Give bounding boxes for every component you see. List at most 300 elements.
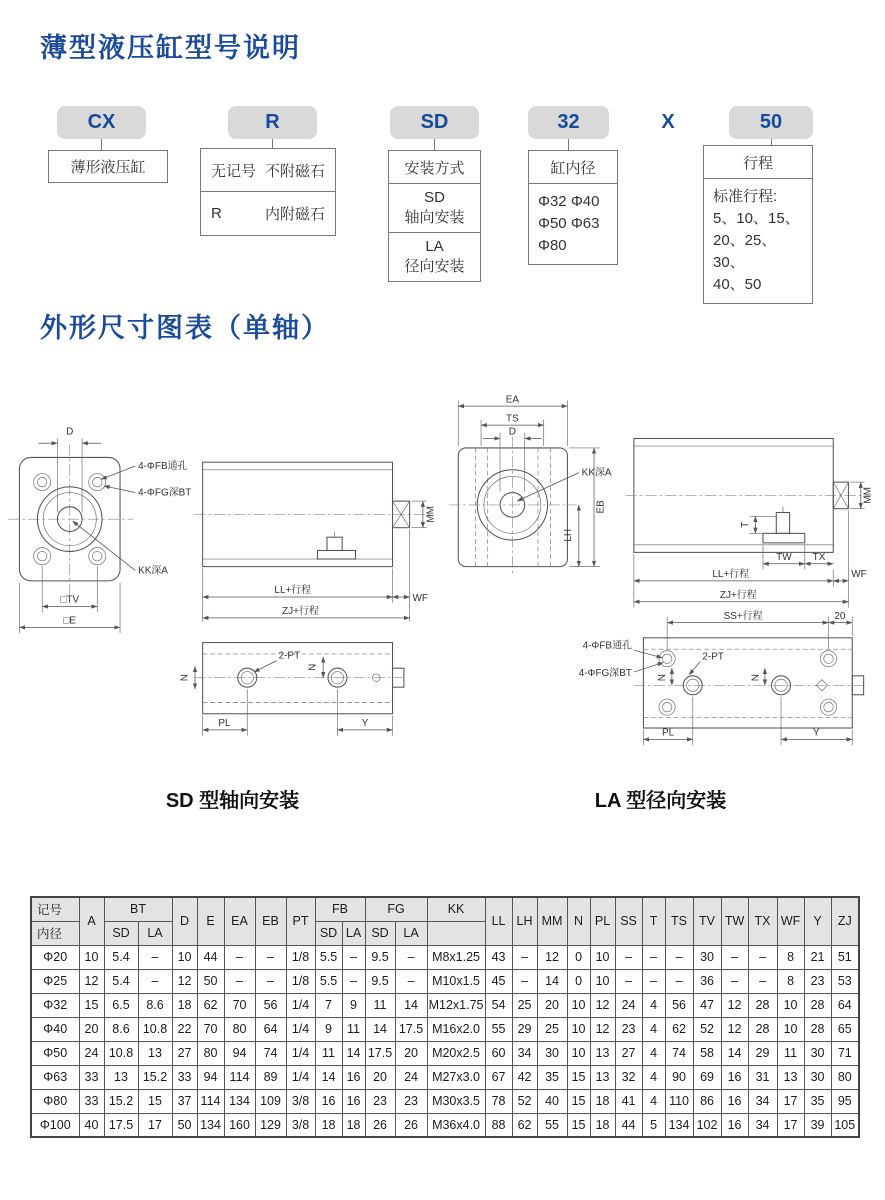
dimension-cell: 10 [567,1041,590,1065]
dimension-cell: 70 [197,1017,224,1041]
dimension-cell: 1/8 [286,969,315,993]
dimension-cell: 30 [537,1041,567,1065]
dimension-cell: 3/8 [286,1089,315,1113]
dimension-cell: M36x4.0 [427,1113,485,1137]
model-code-x: X [661,111,675,133]
dimension-cell: 95 [831,1089,859,1113]
sd-dim-ll: LL+行程 [274,585,312,597]
dimension-cell: 28 [804,1017,831,1041]
sd-dim-zj: ZJ+行程 [282,606,319,618]
dimension-cell: 23 [804,969,831,993]
bore-line: Φ50 Φ63 [538,215,600,232]
dimension-cell: 16 [342,1089,365,1113]
sensor-switch [327,537,342,550]
header-wf: WF [777,897,804,945]
dimension-cell: 11 [777,1041,804,1065]
dimension-cell: 10 [590,969,615,993]
table-row [31,969,859,993]
sd-dim-wf: WF [412,592,428,604]
dimension-cell: 3/8 [286,1113,315,1137]
dimension-cell: 74 [255,1041,286,1065]
dimension-cell: 90 [665,1065,693,1089]
dimension-cell: 30 [804,1041,831,1065]
dimension-cell: 114 [197,1089,224,1113]
dimension-cell: 27 [615,1041,642,1065]
dimension-cell: 34 [748,1089,777,1113]
sd-dim-pl: PL [218,718,231,730]
la-dim-eb: EB [595,500,607,514]
la-bottom-view [579,609,867,745]
dimension-cell: 55 [537,1113,567,1137]
magnet-value: 内附磁石 [264,206,325,223]
dimension-cell: 4 [642,1017,665,1041]
connector-line [272,139,273,148]
la-label-fg: 4-ΦFG深BT [578,667,632,679]
dimension-cell: 17.5 [365,1041,395,1065]
dimension-cell: 5.5 [315,969,342,993]
la-label-fb: 4-ΦFB通孔 [582,640,632,652]
bore-label-cell: Φ32 [31,993,79,1017]
header-fb: FB [315,897,365,921]
dimension-cell: 94 [224,1041,255,1065]
dimension-cell: 65 [831,1017,859,1041]
dimension-cell: M10x1.5 [427,969,485,993]
la-dim-y: Y [812,727,820,739]
dimension-cell: 40 [537,1089,567,1113]
dimension-cell: 86 [693,1089,721,1113]
dimension-cell: 33 [172,1065,197,1089]
dimension-cell: 30 [693,945,721,969]
table-row [31,1017,859,1041]
dimension-cell: 80 [224,1017,255,1041]
dimension-cell: 94 [197,1065,224,1089]
header-fb-la: LA [342,921,365,945]
bore-label-cell: Φ80 [31,1089,79,1113]
dimension-cell: 7 [315,993,342,1017]
dimension-cell: 29 [748,1041,777,1065]
model-code-cx: CX [57,106,146,139]
header-bore: 内径 [31,921,79,945]
dimension-cell: 24 [615,993,642,1017]
dimension-cell: 62 [512,1113,537,1137]
header-fg-la: LA [395,921,427,945]
la-dim-t: T [739,521,751,528]
dimension-cell: 25 [512,993,537,1017]
dimension-cell: 4 [642,1041,665,1065]
dimension-cell: – [615,945,642,969]
la-dim-ea: EA [505,394,520,406]
table-row [31,1089,859,1113]
stroke-line: 20、25、30、 [713,232,777,271]
la-dim-ll: LL+行程 [712,569,750,581]
magnet-key: R [211,205,222,222]
la-dim-20: 20 [834,610,846,622]
dimension-cell: 18 [590,1113,615,1137]
magnet-row-none [201,149,335,192]
sd-side-view [194,462,436,621]
dimension-cell: 58 [693,1041,721,1065]
dimension-cell: 8.6 [138,993,172,1017]
bore-line: Φ80 [538,237,567,254]
header-mark: 记号 [31,897,79,921]
dimension-cell: 11 [315,1041,342,1065]
header-lh: LH [512,897,537,945]
dimension-cell: – [255,969,286,993]
dimension-cell: 134 [665,1113,693,1137]
dimension-drawings [8,372,880,747]
dimension-cell: – [665,969,693,993]
mounting-la-label: 径向安装 [404,258,465,275]
la-dim-ss: SS+行程 [723,610,763,622]
mounting-option-box [388,150,481,282]
dimension-cell: 9 [315,1017,342,1041]
dimension-cell: – [224,969,255,993]
header-kk: KK [427,897,485,921]
mounting-sd [389,184,480,233]
dimension-cell: 28 [748,1017,777,1041]
dimension-cell: 13 [104,1065,138,1089]
header-pt: PT [286,897,315,945]
connector-line [568,139,569,150]
dimension-cell: 88 [485,1113,512,1137]
header-t: T [642,897,665,945]
dimension-cell: 10 [777,1017,804,1041]
cx-description-box: 薄形液压缸 [48,150,168,183]
mounting-la-code: LA [425,238,444,255]
la-dim-wf: WF [851,569,867,581]
la-dim-n: N [750,674,762,682]
header-mm: MM [537,897,567,945]
dimension-cell: – [721,945,748,969]
dimension-cell: 29 [512,1017,537,1041]
page-title: 薄型液压缸型号说明 [40,33,301,63]
header-tw: TW [721,897,748,945]
dimension-cell: 16 [315,1089,342,1113]
dimension-cell: 129 [255,1113,286,1137]
header-ss: SS [615,897,642,945]
dimension-cell: 60 [485,1041,512,1065]
dimension-cell: 23 [615,1017,642,1041]
sd-label-fg: 4-ΦFG深BT [138,487,192,499]
sd-dim-d: D [66,426,74,438]
dimension-cell: 134 [224,1089,255,1113]
la-drawing [444,372,876,747]
dimension-cell: – [138,969,172,993]
dimension-cell: 15 [567,1113,590,1137]
dimension-cell: 28 [748,993,777,1017]
la-label-kk: KK深A [581,467,612,479]
dimension-cell: 11 [342,1017,365,1041]
dimension-cell: 1/4 [286,993,315,1017]
la-dim-tx: TX [812,551,826,563]
dimension-cell: 16 [721,1113,748,1137]
dimension-cell: 70 [224,993,255,1017]
dimension-cell: 110 [665,1089,693,1113]
header-bt-sd: SD [104,921,138,945]
sd-front-view [8,427,191,633]
header-fg: FG [365,897,427,921]
dimension-cell: 50 [172,1113,197,1137]
dimension-cell: 62 [197,993,224,1017]
connector-line [101,139,102,150]
dimension-cell: 52 [693,1017,721,1041]
dimension-cell: 9.5 [365,945,395,969]
dimension-cell: 5 [642,1113,665,1137]
header-tv: TV [693,897,721,945]
dimension-cell: 23 [365,1089,395,1113]
dimension-cell: 52 [512,1089,537,1113]
table-row [31,993,859,1017]
dimension-cell: 35 [537,1065,567,1089]
dimension-cell: 12 [721,1017,748,1041]
dimension-cell: 14 [342,1041,365,1065]
dimension-cell: 10.8 [138,1017,172,1041]
sd-dim-mm: MM [425,506,437,523]
dimension-cell: M8x1.25 [427,945,485,969]
dimension-cell: 13 [777,1065,804,1089]
dimension-cell: 40 [79,1113,104,1137]
dimension-cell: 105 [831,1113,859,1137]
dimension-cell: 44 [615,1113,642,1137]
dimension-cell: – [748,969,777,993]
bore-label-cell: Φ50 [31,1041,79,1065]
dimension-cell: 13 [590,1065,615,1089]
dimension-cell: 134 [197,1113,224,1137]
header-d: D [172,897,197,945]
dimension-cell: 15 [567,1065,590,1089]
bore-label-cell: Φ63 [31,1065,79,1089]
dimension-cell: 89 [255,1065,286,1089]
bore-option-box [528,150,618,265]
dimension-cell: 12 [590,993,615,1017]
sd-label-kk: KK深A [138,565,168,577]
dimension-cell: 22 [172,1017,197,1041]
header-e: E [197,897,224,945]
dimension-cell: 36 [693,969,721,993]
dimension-cell: 62 [665,1017,693,1041]
dimension-cell: 64 [255,1017,286,1041]
dimension-cell: 15 [79,993,104,1017]
dimension-cell: 35 [804,1089,831,1113]
dimension-cell: 26 [365,1113,395,1137]
header-kk-sub [427,921,485,945]
table-row [31,945,859,969]
bore-label-cell: Φ100 [31,1113,79,1137]
dimension-cell: 8 [777,945,804,969]
la-dim-mm: MM [862,487,874,504]
dimension-cell: 10 [79,945,104,969]
header-n: N [567,897,590,945]
table-row [31,1065,859,1089]
dimension-cell: 17 [777,1089,804,1113]
sd-dim-n: N [179,674,191,682]
dimension-cell: 15 [567,1089,590,1113]
dimension-cell: 15.2 [138,1065,172,1089]
dimension-cell: 18 [590,1089,615,1113]
dimension-cell: M16x2.0 [427,1017,485,1041]
dimension-cell: 12 [172,969,197,993]
dimension-cell: 33 [79,1089,104,1113]
dimension-cell: 16 [721,1089,748,1113]
header-fg-sd: SD [365,921,395,945]
dimension-cell: 42 [512,1065,537,1089]
dimension-cell: 33 [79,1065,104,1089]
header-ll: LL [485,897,512,945]
la-front-view [449,394,612,576]
dimension-section-title: 外形尺寸图表（单轴） [40,313,330,343]
la-dim-n: N [657,674,669,682]
dimension-cell: – [642,945,665,969]
sd-bottom-view [179,643,403,736]
dimension-table [30,896,860,1138]
dimension-cell: 54 [485,993,512,1017]
sensor-switch [776,513,789,534]
dimension-cell: 18 [315,1113,342,1137]
magnet-value: 不附磁石 [264,162,325,180]
dimension-cell: 47 [693,993,721,1017]
dimension-cell: 109 [255,1089,286,1113]
dimension-cell: 56 [665,993,693,1017]
dimension-cell: – [342,945,365,969]
bore-line: Φ32 Φ40 [538,193,600,210]
dimension-cell: 1/4 [286,1017,315,1041]
table-row [31,1041,859,1065]
dimension-cell: M27x3.0 [427,1065,485,1089]
dimension-cell: 12 [721,993,748,1017]
dimension-cell: – [224,945,255,969]
dimension-cell: 41 [615,1089,642,1113]
stroke-option-box [703,145,813,304]
dimension-cell: 25 [537,1017,567,1041]
dimension-cell: 45 [485,969,512,993]
header-bt-la: LA [138,921,172,945]
bore-label-cell: Φ20 [31,945,79,969]
dimension-cell: 10 [590,945,615,969]
dimension-cell: – [395,945,427,969]
sd-label-pt: 2-PT [278,650,301,662]
dimension-cell: 26 [395,1113,427,1137]
table-row [31,1113,859,1137]
dimension-cell: 55 [485,1017,512,1041]
dimension-cell: 78 [485,1089,512,1113]
la-dim-tw: TW [776,551,792,563]
dimension-cell: 10 [567,993,590,1017]
dimension-cell: 37 [172,1089,197,1113]
model-code-sd: SD [390,106,479,139]
header-zj: ZJ [831,897,859,945]
mounting-title: 安装方式 [389,151,480,184]
model-code-stroke: 50 [729,106,813,139]
dimension-cell: 10 [172,945,197,969]
dimension-cell: 17 [777,1113,804,1137]
dimension-cell: 4 [642,993,665,1017]
dimension-cell: 12 [79,969,104,993]
table-header-row-1 [31,897,859,921]
bore-title: 缸内径 [529,151,617,184]
sd-dim-tv: □TV [60,594,80,606]
dimension-cell: 34 [748,1113,777,1137]
la-dim-lh: LH [563,528,575,542]
dimension-cell: M12x1.75 [427,993,485,1017]
dimension-cell: 23 [395,1089,427,1113]
dimension-cell: 27 [172,1041,197,1065]
dimension-cell: 102 [693,1113,721,1137]
dimension-cell: 12 [590,1017,615,1041]
dimension-cell: 12 [537,945,567,969]
sd-dim-e: □E [63,615,77,627]
dimension-cell: 18 [342,1113,365,1137]
dimension-cell: 32 [615,1065,642,1089]
dimension-cell: 5.4 [104,945,138,969]
dimension-cell: 14 [721,1041,748,1065]
dimension-cell: 10 [777,993,804,1017]
sd-dim-n: N [307,663,319,671]
dimension-cell: 5.5 [315,945,342,969]
dimension-cell: 51 [831,945,859,969]
dimension-cell: 16 [342,1065,365,1089]
dimension-cell: 43 [485,945,512,969]
dimension-cell: 1/4 [286,1041,315,1065]
dimension-cell: 8.6 [104,1017,138,1041]
dimension-cell: 10.8 [104,1041,138,1065]
dimension-cell: 17.5 [395,1017,427,1041]
dimension-cell: 0 [567,969,590,993]
dimension-cell: 18 [172,993,197,1017]
model-code-bore: 32 [528,106,609,139]
dimension-cell: 80 [197,1041,224,1065]
dimension-cell: 6.5 [104,993,138,1017]
dimension-cell: 21 [804,945,831,969]
stroke-line: 标准行程: [713,188,778,205]
dimension-cell: 24 [395,1065,427,1089]
dimension-cell: 15 [138,1089,172,1113]
sd-label-fb: 4-ΦFB通孔 [138,460,188,472]
mounting-la [389,233,480,281]
dimension-cell: 20 [365,1065,395,1089]
dimension-cell: 39 [804,1113,831,1137]
dimension-cell: 10 [567,1017,590,1041]
sd-drawing [8,372,440,747]
la-dim-pl: PL [661,727,675,739]
dimension-cell: 20 [79,1017,104,1041]
dimension-cell: 64 [831,993,859,1017]
header-tx: TX [748,897,777,945]
dimension-cell: 0 [567,945,590,969]
model-code-r: R [228,106,317,139]
dimension-cell: 34 [512,1041,537,1065]
dimension-table-body [31,945,859,1137]
dimension-cell: 13 [138,1041,172,1065]
stroke-line: 40、50 [713,276,762,293]
dimension-cell: 14 [537,969,567,993]
dimension-cell: 30 [804,1065,831,1089]
header-ea: EA [224,897,255,945]
dimension-cell: 9.5 [365,969,395,993]
magnet-key: 无记号 [211,162,257,180]
dimension-cell: 50 [197,969,224,993]
dimension-cell: 13 [590,1041,615,1065]
dimension-cell: – [642,969,665,993]
dimension-cell: 11 [365,993,395,1017]
header-a: A [79,897,104,945]
dimension-cell: – [512,969,537,993]
la-dim-ts: TS [506,413,519,425]
dimension-cell: 14 [395,993,427,1017]
dimension-cell: 28 [804,993,831,1017]
dimension-cell: 4 [642,1065,665,1089]
dimension-cell: 44 [197,945,224,969]
bore-label-cell: Φ40 [31,1017,79,1041]
